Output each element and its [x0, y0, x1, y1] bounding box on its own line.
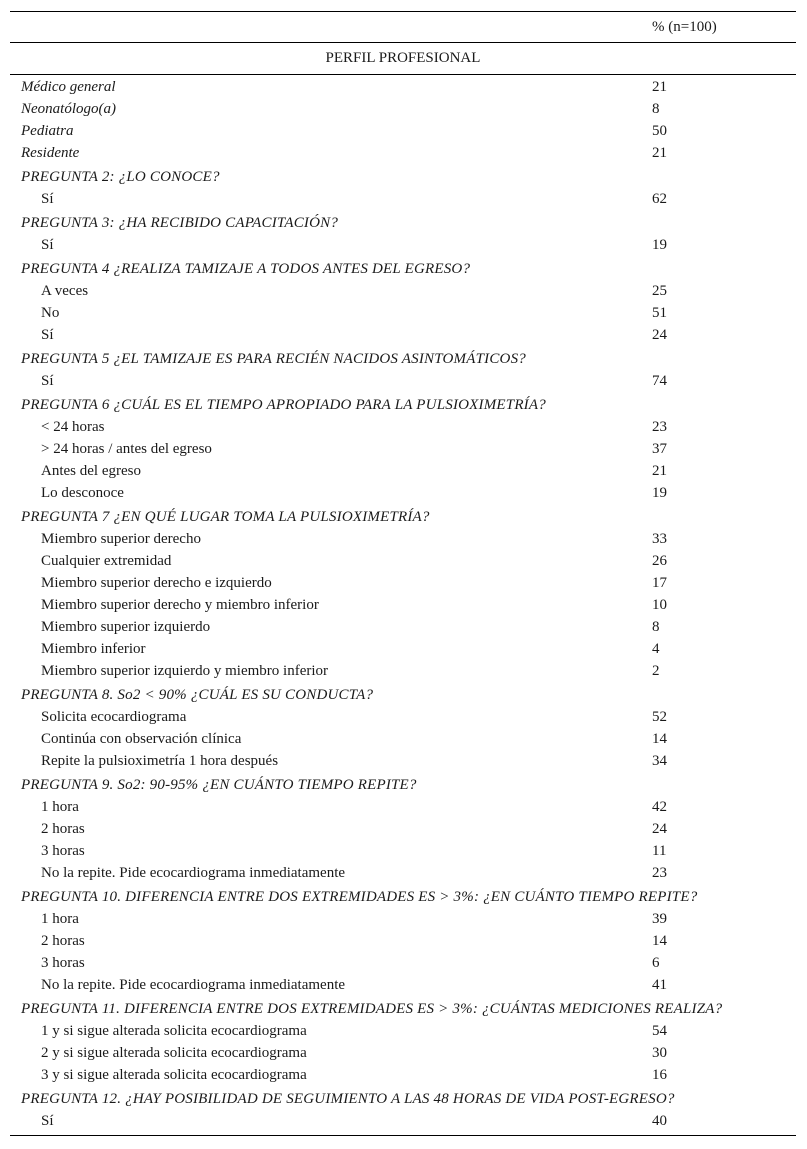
row-label: 1 hora	[41, 799, 79, 815]
row-label: Residente	[21, 145, 80, 161]
question-label: PREGUNTA 7 ¿EN QUÉ LUGAR TOMA LA PULSIOXIMETRÍA?	[21, 509, 430, 525]
percent-value: 42	[652, 799, 667, 815]
row-label: No la repite. Pide ecocardiograma inmediatamente	[41, 865, 346, 881]
percent-value: 50	[652, 123, 667, 139]
percent-value: 37	[652, 441, 667, 457]
percent-value: 17	[652, 575, 667, 591]
percent-value: 30	[652, 1045, 667, 1061]
row-label: Lo desconoce	[41, 485, 124, 501]
question-label: PREGUNTA 10. DIFERENCIA ENTRE DOS EXTREMIDADES ES > 3%: ¿EN CUÁNTO TIEMPO REPITE?	[21, 889, 698, 905]
table-header-row	[10, 12, 796, 42]
table-row	[10, 1020, 796, 1042]
table-row	[10, 438, 796, 460]
question-label: PREGUNTA 6 ¿CUÁL ES EL TIEMPO APROPIADO PARA LA PULSIOXIMETRÍA?	[21, 397, 546, 413]
row-label: Pediatra	[21, 123, 74, 139]
section-heading: PERFIL PROFESIONAL	[325, 50, 481, 66]
percent-value: 2	[652, 663, 660, 679]
row-label: 1 y si sigue alterada solicita ecocardiograma	[41, 1023, 307, 1039]
row-label: 1 hora	[41, 911, 79, 927]
table-row	[10, 660, 796, 682]
row-label: A veces	[41, 283, 89, 299]
row-label: No	[41, 305, 60, 321]
category-row	[10, 142, 796, 164]
question-label: PREGUNTA 4 ¿REALIZA TAMIZAJE A TODOS ANTES DEL EGRESO?	[21, 261, 471, 277]
row-label: Miembro superior izquierdo y miembro inferior	[41, 663, 329, 679]
table-row	[10, 930, 796, 952]
table-row	[10, 908, 796, 930]
question-label: PREGUNTA 11. DIFERENCIA ENTRE DOS EXTREMIDADES ES > 3%: ¿CUÁNTAS MEDICIONES REALIZA?	[21, 1001, 723, 1017]
category-row	[10, 76, 796, 98]
percent-value: 19	[652, 237, 667, 253]
question-row	[10, 884, 796, 908]
percent-value: 34	[652, 753, 667, 769]
percent-value: 23	[652, 419, 667, 435]
table-row	[10, 460, 796, 482]
question-row	[10, 504, 796, 528]
percent-value: 24	[652, 327, 667, 343]
question-row	[10, 1086, 796, 1110]
table-row	[10, 594, 796, 616]
percent-value: 16	[652, 1067, 667, 1083]
table-row	[10, 616, 796, 638]
row-label: 2 horas	[41, 933, 85, 949]
table-row	[10, 1064, 796, 1086]
row-label: > 24 horas / antes del egreso	[41, 441, 212, 457]
table-row	[10, 550, 796, 572]
percent-value: 54	[652, 1023, 667, 1039]
bottom-rule	[10, 1135, 796, 1136]
percent-value: 4	[652, 641, 660, 657]
row-label: Cualquier extremidad	[41, 553, 172, 569]
percent-value: 23	[652, 865, 667, 881]
question-row	[10, 392, 796, 416]
percent-value: 39	[652, 911, 667, 927]
row-label: Sí	[41, 327, 54, 343]
table-row	[10, 1110, 796, 1132]
category-row	[10, 120, 796, 142]
table-row	[10, 370, 796, 392]
row-label: 3 y si sigue alterada solicita ecocardiograma	[41, 1067, 307, 1083]
question-row	[10, 164, 796, 188]
percent-value: 10	[652, 597, 667, 613]
percent-value: 25	[652, 283, 667, 299]
category-row	[10, 98, 796, 120]
table-row	[10, 528, 796, 550]
row-label: 2 horas	[41, 821, 85, 837]
percent-value: 41	[652, 977, 667, 993]
row-label: Miembro superior derecho	[41, 531, 201, 547]
table-row	[10, 840, 796, 862]
question-label: PREGUNTA 3: ¿HA RECIBIDO CAPACITACIÓN?	[21, 215, 339, 231]
table-row	[10, 302, 796, 324]
question-row	[10, 256, 796, 280]
table-row	[10, 818, 796, 840]
percent-value: 19	[652, 485, 667, 501]
percent-value: 62	[652, 191, 667, 207]
row-label: Antes del egreso	[41, 463, 141, 479]
question-label: PREGUNTA 9. So2: 90-95% ¿EN CUÁNTO TIEMPO REPITE?	[21, 777, 417, 793]
percent-value: 52	[652, 709, 667, 725]
row-label: Miembro inferior	[41, 641, 146, 657]
percent-value: 14	[652, 731, 667, 747]
row-label: 2 y si sigue alterada solicita ecocardiograma	[41, 1045, 307, 1061]
percent-value: 6	[652, 955, 660, 971]
row-label: 3 horas	[41, 955, 85, 971]
question-label: PREGUNTA 12. ¿HAY POSIBILIDAD DE SEGUIMIENTO A LAS 48 HORAS DE VIDA POST-EGRESO?	[21, 1091, 675, 1107]
table-row	[10, 796, 796, 818]
row-label: Solicita ecocardiograma	[41, 709, 187, 725]
table-row	[10, 952, 796, 974]
table-row	[10, 234, 796, 256]
percent-column-header: % (n=100)	[652, 19, 717, 35]
question-row	[10, 682, 796, 706]
percent-value: 14	[652, 933, 667, 949]
table-row	[10, 188, 796, 210]
table-row	[10, 572, 796, 594]
question-row	[10, 346, 796, 370]
question-row	[10, 996, 796, 1020]
table-body	[10, 75, 796, 1132]
percent-value: 21	[652, 463, 667, 479]
question-label: PREGUNTA 2: ¿LO CONOCE?	[21, 169, 220, 185]
row-label: Neonatólogo(a)	[21, 101, 116, 117]
table-row	[10, 1042, 796, 1064]
table-row	[10, 750, 796, 772]
percent-value: 51	[652, 305, 667, 321]
percent-value: 40	[652, 1113, 667, 1129]
table-row	[10, 974, 796, 996]
question-label: PREGUNTA 5 ¿EL TAMIZAJE ES PARA RECIÉN NACIDOS ASINTOMÁTICOS?	[21, 351, 526, 367]
percent-value: 11	[652, 843, 667, 859]
row-label: 3 horas	[41, 843, 85, 859]
row-label: Médico general	[21, 79, 116, 95]
table-row	[10, 482, 796, 504]
percent-value: 26	[652, 553, 667, 569]
row-label: Miembro superior izquierdo	[41, 619, 211, 635]
percent-value: 74	[652, 373, 667, 389]
percent-value: 24	[652, 821, 667, 837]
row-label: No la repite. Pide ecocardiograma inmediatamente	[41, 977, 346, 993]
survey-results-table	[10, 11, 796, 1136]
table-row	[10, 728, 796, 750]
question-row	[10, 210, 796, 234]
table-row	[10, 862, 796, 884]
row-label: Sí	[41, 237, 54, 253]
percent-value: 33	[652, 531, 667, 547]
table-row	[10, 280, 796, 302]
percent-value: 21	[652, 79, 667, 95]
row-label: Sí	[41, 1113, 54, 1129]
percent-value: 21	[652, 145, 667, 161]
table-row	[10, 416, 796, 438]
percent-value: 8	[652, 101, 660, 117]
table-row	[10, 706, 796, 728]
row-label: < 24 horas	[41, 419, 105, 435]
row-label: Sí	[41, 191, 54, 207]
row-label: Continúa con observación clínica	[41, 731, 242, 747]
row-label: Sí	[41, 373, 54, 389]
row-label: Repite la pulsioximetría 1 hora después	[41, 753, 279, 769]
table-row	[10, 638, 796, 660]
question-label: PREGUNTA 8. So2 < 90% ¿CUÁL ES SU CONDUCTA?	[21, 687, 374, 703]
row-label: Miembro superior derecho e izquierdo	[41, 575, 272, 591]
table-row	[10, 324, 796, 346]
percent-value: 8	[652, 619, 660, 635]
row-label: Miembro superior derecho y miembro inferior	[41, 597, 319, 613]
question-row	[10, 772, 796, 796]
